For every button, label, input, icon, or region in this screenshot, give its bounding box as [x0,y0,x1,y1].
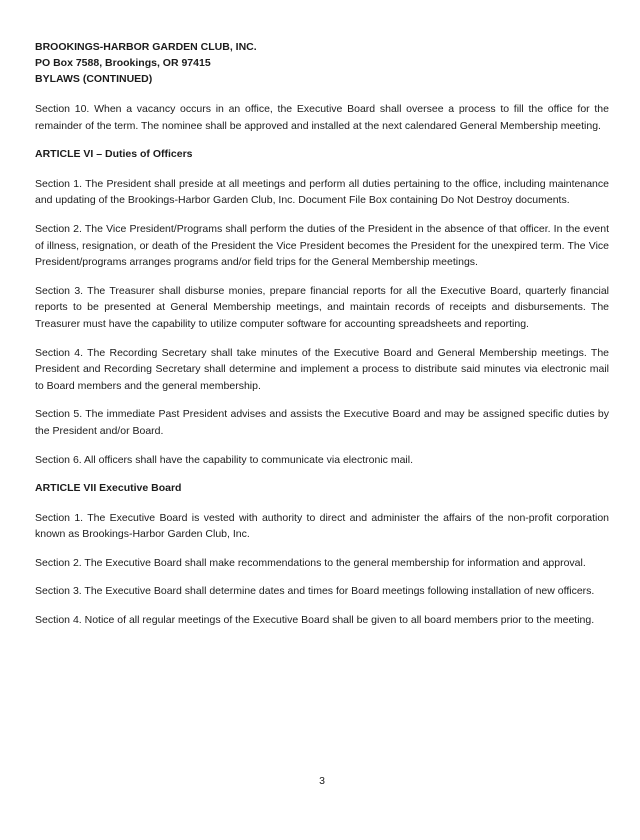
page-footer [35,773,609,789]
org-name: BROOKINGS-HARBOR GARDEN CLUB, INC. [35,41,257,53]
article-vii-section-2: Section 2. The Executive Board shall make recommendations to the general membership for information and approval. [35,556,586,569]
article-vii-section-1: Section 1. The Executive Board is vested with authority to direct and administer the affairs of the non-profit corporation known as Brookings-Harbor Garden Club, Inc. [35,511,609,541]
article-vii-heading: ARTICLE VII Executive Board [35,482,182,495]
document-content [35,39,609,641]
article-vi-section-2: Section 2. The Vice President/Programs shall perform the duties of the President in the absence of that officer. In the event of illness, resignation, or death of the President the Vice President becomes the President for the unexpired term. The Vice President/programs arranges programs and/or field trips for the General Membership meetings. [35,222,609,269]
article-vi-section-6: Section 6. All officers shall have the capability to communicate via electronic mail. [35,453,413,466]
doc-title: BYLAWS (CONTINUED) [35,73,153,85]
paragraph-section-10: Section 10. When a vacancy occurs in an office, the Executive Board shall oversee a process to fill the office for the remainder of the term. The nominee shall be approved and installed at the next calendared General Membership meeting. [35,103,609,132]
article-vi-section-4: Section 4. The Recording Secretary shall take minutes of the Executive Board and General Membership meetings. The President and Recording Secretary shall determine and implement a process to distribute said minutes via electronic mail to Board members and the general membership. [35,346,609,392]
article-vi-section-1: Section 1. The President shall preside at all meetings and perform all duties pertaining to the office, including maintenance and updating of the Brookings-Harbor Garden Club, Inc. Document File Box containing Do Not Destroy documents. [35,177,609,207]
org-address: PO Box 7588, Brookings, OR 97415 [35,57,211,69]
article-vii-section-3: Section 3. The Executive Board shall determine dates and times for Board meetings following installation of new officers. [35,585,595,598]
article-vi-section-3: Section 3. The Treasurer shall disburse monies, prepare financial reports for all the Executive Board, quarterly financial reports to be presented at General Membership meetings, and maintain records of receipts and disbursements. The Treasurer must have the capability to utilize computer software for accounting spreadsheets and reporting. [35,284,609,330]
article-vi-section-5: Section 5. The immediate Past President advises and assists the Executive Board and may be assigned specific duties by the President and/or Board. [35,408,609,437]
article-vi-heading: ARTICLE VI – Duties of Officers [35,148,193,161]
document-header [35,39,609,87]
page-number: 3 [319,775,325,787]
article-vii-section-4: Section 4. Notice of all regular meetings of the Executive Board shall be given to all board members prior to the meeting. [35,614,595,627]
